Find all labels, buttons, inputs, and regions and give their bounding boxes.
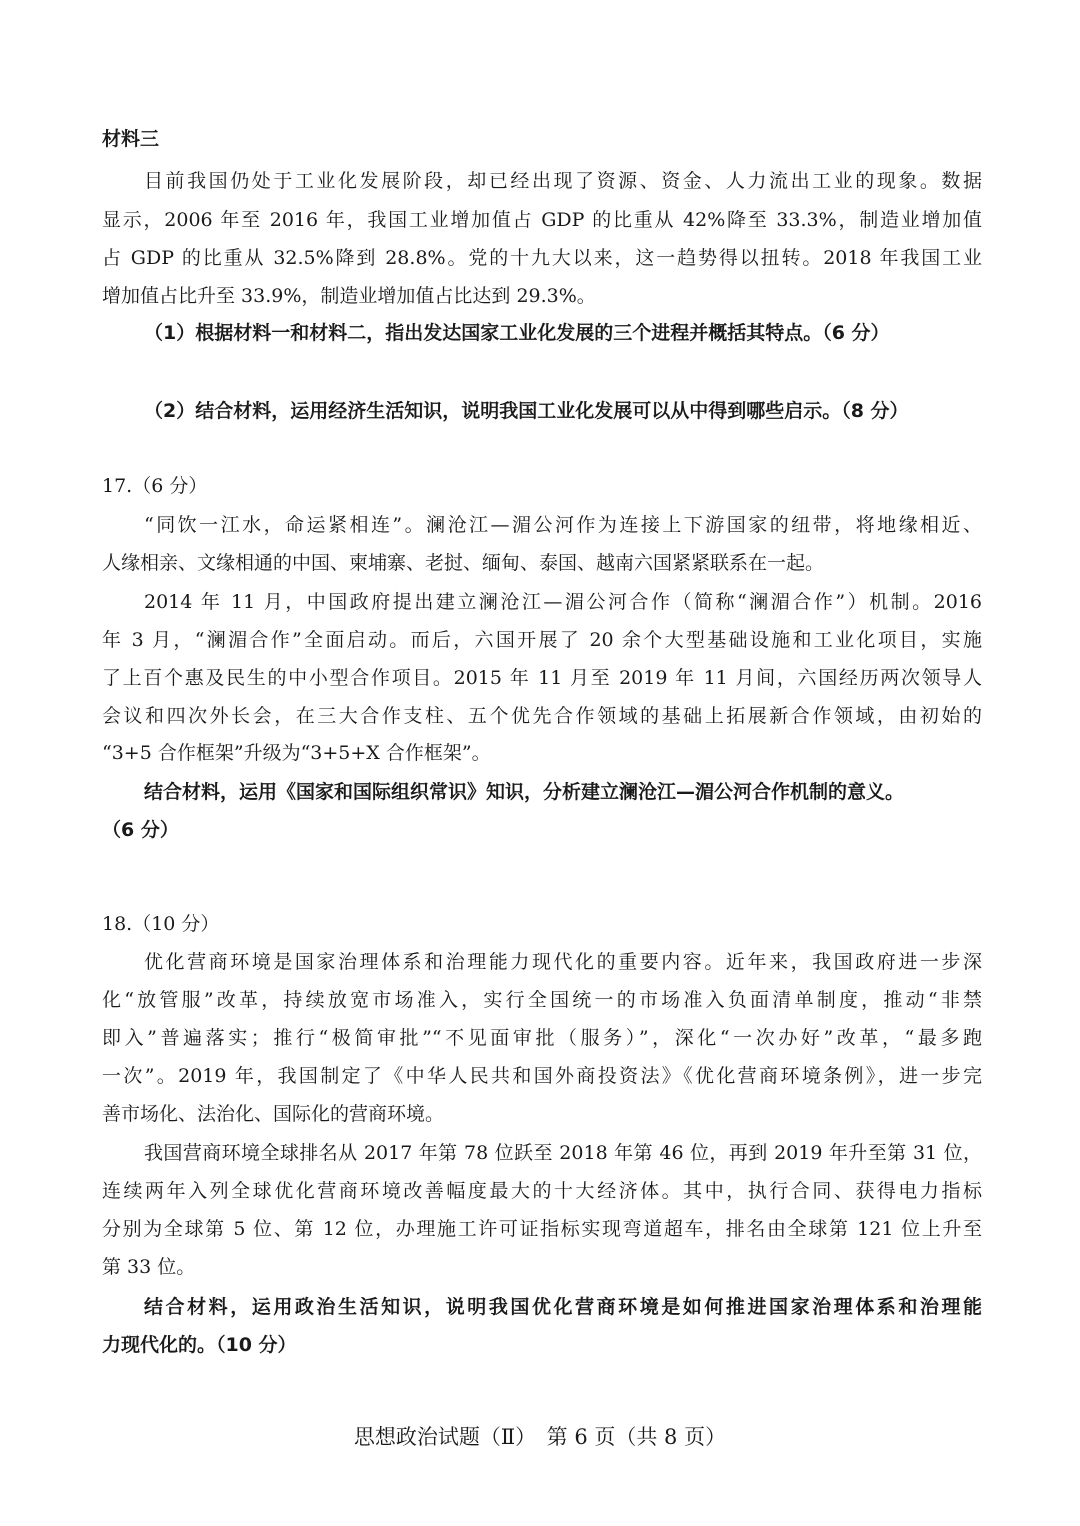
- material3-line: 增加值占比升至 33.9%，制造业增加值占比达到 29.3%。: [102, 285, 596, 307]
- q16-part1: （1）根据材料一和材料二，指出发达国家工业化发展的三个进程并概括其特点。（6 分）: [144, 322, 890, 344]
- q18-para1-line: 即入”普遍落实；推行“极简审批”“不见面审批（服务）”，深化“一次办好”改革，“最多跑: [102, 1027, 982, 1049]
- q17-para2-line: 了上百个惠及民生的中小型合作项目。2015 年 11 月至 2019 年 11 月间，六国经历两次领导人: [102, 667, 982, 689]
- material3-line: 显示，2006 年至 2016 年，我国工业增加值占 GDP 的比重从 42%降至 33.3%，制造业增加值: [102, 209, 982, 231]
- q17-para2-line: 会议和四次外长会，在三大合作支柱、五个优先合作领域的基础上拓展新合作领域，由初始的: [102, 705, 982, 727]
- q17-question-line: （6 分）: [102, 819, 179, 841]
- q18-para2-line: 分别为全球第 5 位、第 12 位，办理施工许可证指标实现弯道超车，排名由全球第 121 位上升至: [102, 1218, 982, 1240]
- q16-part2: （2）结合材料，运用经济生活知识，说明我国工业化发展可以从中得到哪些启示。（8 分）: [144, 400, 909, 422]
- q18-para1-line: 善市场化、法治化、国际化的营商环境。: [102, 1103, 445, 1125]
- material3-line: 占 GDP 的比重从 32.5%降到 28.8%。党的十九大以来，这一趋势得以扭转。2018 年我国工业: [102, 247, 982, 269]
- q17-header: 17.（6 分）: [102, 475, 208, 497]
- q18-para2-line: 连续两年入列全球优化营商环境改善幅度最大的十大经济体。其中，执行合同、获得电力指标: [102, 1180, 982, 1202]
- q18-question-line: 结合材料，运用政治生活知识，说明我国优化营商环境是如何推进国家治理体系和治理能: [144, 1296, 982, 1318]
- q18-para2-line: 第 33 位。: [102, 1256, 196, 1278]
- material3-line: 目前我国仍处于工业化发展阶段，却已经出现了资源、资金、人力流出工业的现象。数据: [144, 170, 982, 192]
- q18-para2-line: 我国营商环境全球排名从 2017 年第 78 位跃至 2018 年第 46 位，再到 2019 年升至第 31 位，: [144, 1142, 982, 1164]
- q18-para1-line: 化“放管服”改革，持续放宽市场准入，实行全国统一的市场准入负面清单制度，推动“非禁: [102, 989, 982, 1011]
- q18-header: 18.（10 分）: [102, 913, 220, 935]
- material3-heading: 材料三: [102, 128, 160, 150]
- q18-question-line: 力现代化的。（10 分）: [102, 1334, 297, 1356]
- q17-question-line: 结合材料，运用《国家和国际组织常识》知识，分析建立澜沧江—湄公河合作机制的意义。: [144, 781, 905, 803]
- page-footer: 思想政治试题（Ⅱ） 第 6 页（共 8 页）: [353, 1425, 727, 1449]
- q18-para1-line: 一次”。2019 年，我国制定了《中华人民共和国外商投资法》《优化营商环境条例》，进一步完: [102, 1065, 982, 1087]
- q18-para1-line: 优化营商环境是国家治理体系和治理能力现代化的重要内容。近年来，我国政府进一步深: [144, 951, 982, 973]
- q17-para2-line: “3+5 合作框架”升级为“3+5+X 合作框架”。: [102, 742, 491, 764]
- q17-para2-line: 年 3 月，“澜湄合作”全面启动。而后，六国开展了 20 余个大型基础设施和工业化项目，实施: [102, 629, 982, 651]
- q17-para1-line: “同饮一江水，命运紧相连”。澜沧江—湄公河作为连接上下游国家的纽带，将地缘相近、: [144, 514, 982, 536]
- q17-para1-line: 人缘相亲、文缘相通的中国、柬埔寨、老挝、缅甸、泰国、越南六国紧紧联系在一起。: [102, 552, 825, 574]
- q17-para2-line: 2014 年 11 月，中国政府提出建立澜沧江—湄公河合作（简称“澜湄合作”）机制。2016: [144, 591, 982, 613]
